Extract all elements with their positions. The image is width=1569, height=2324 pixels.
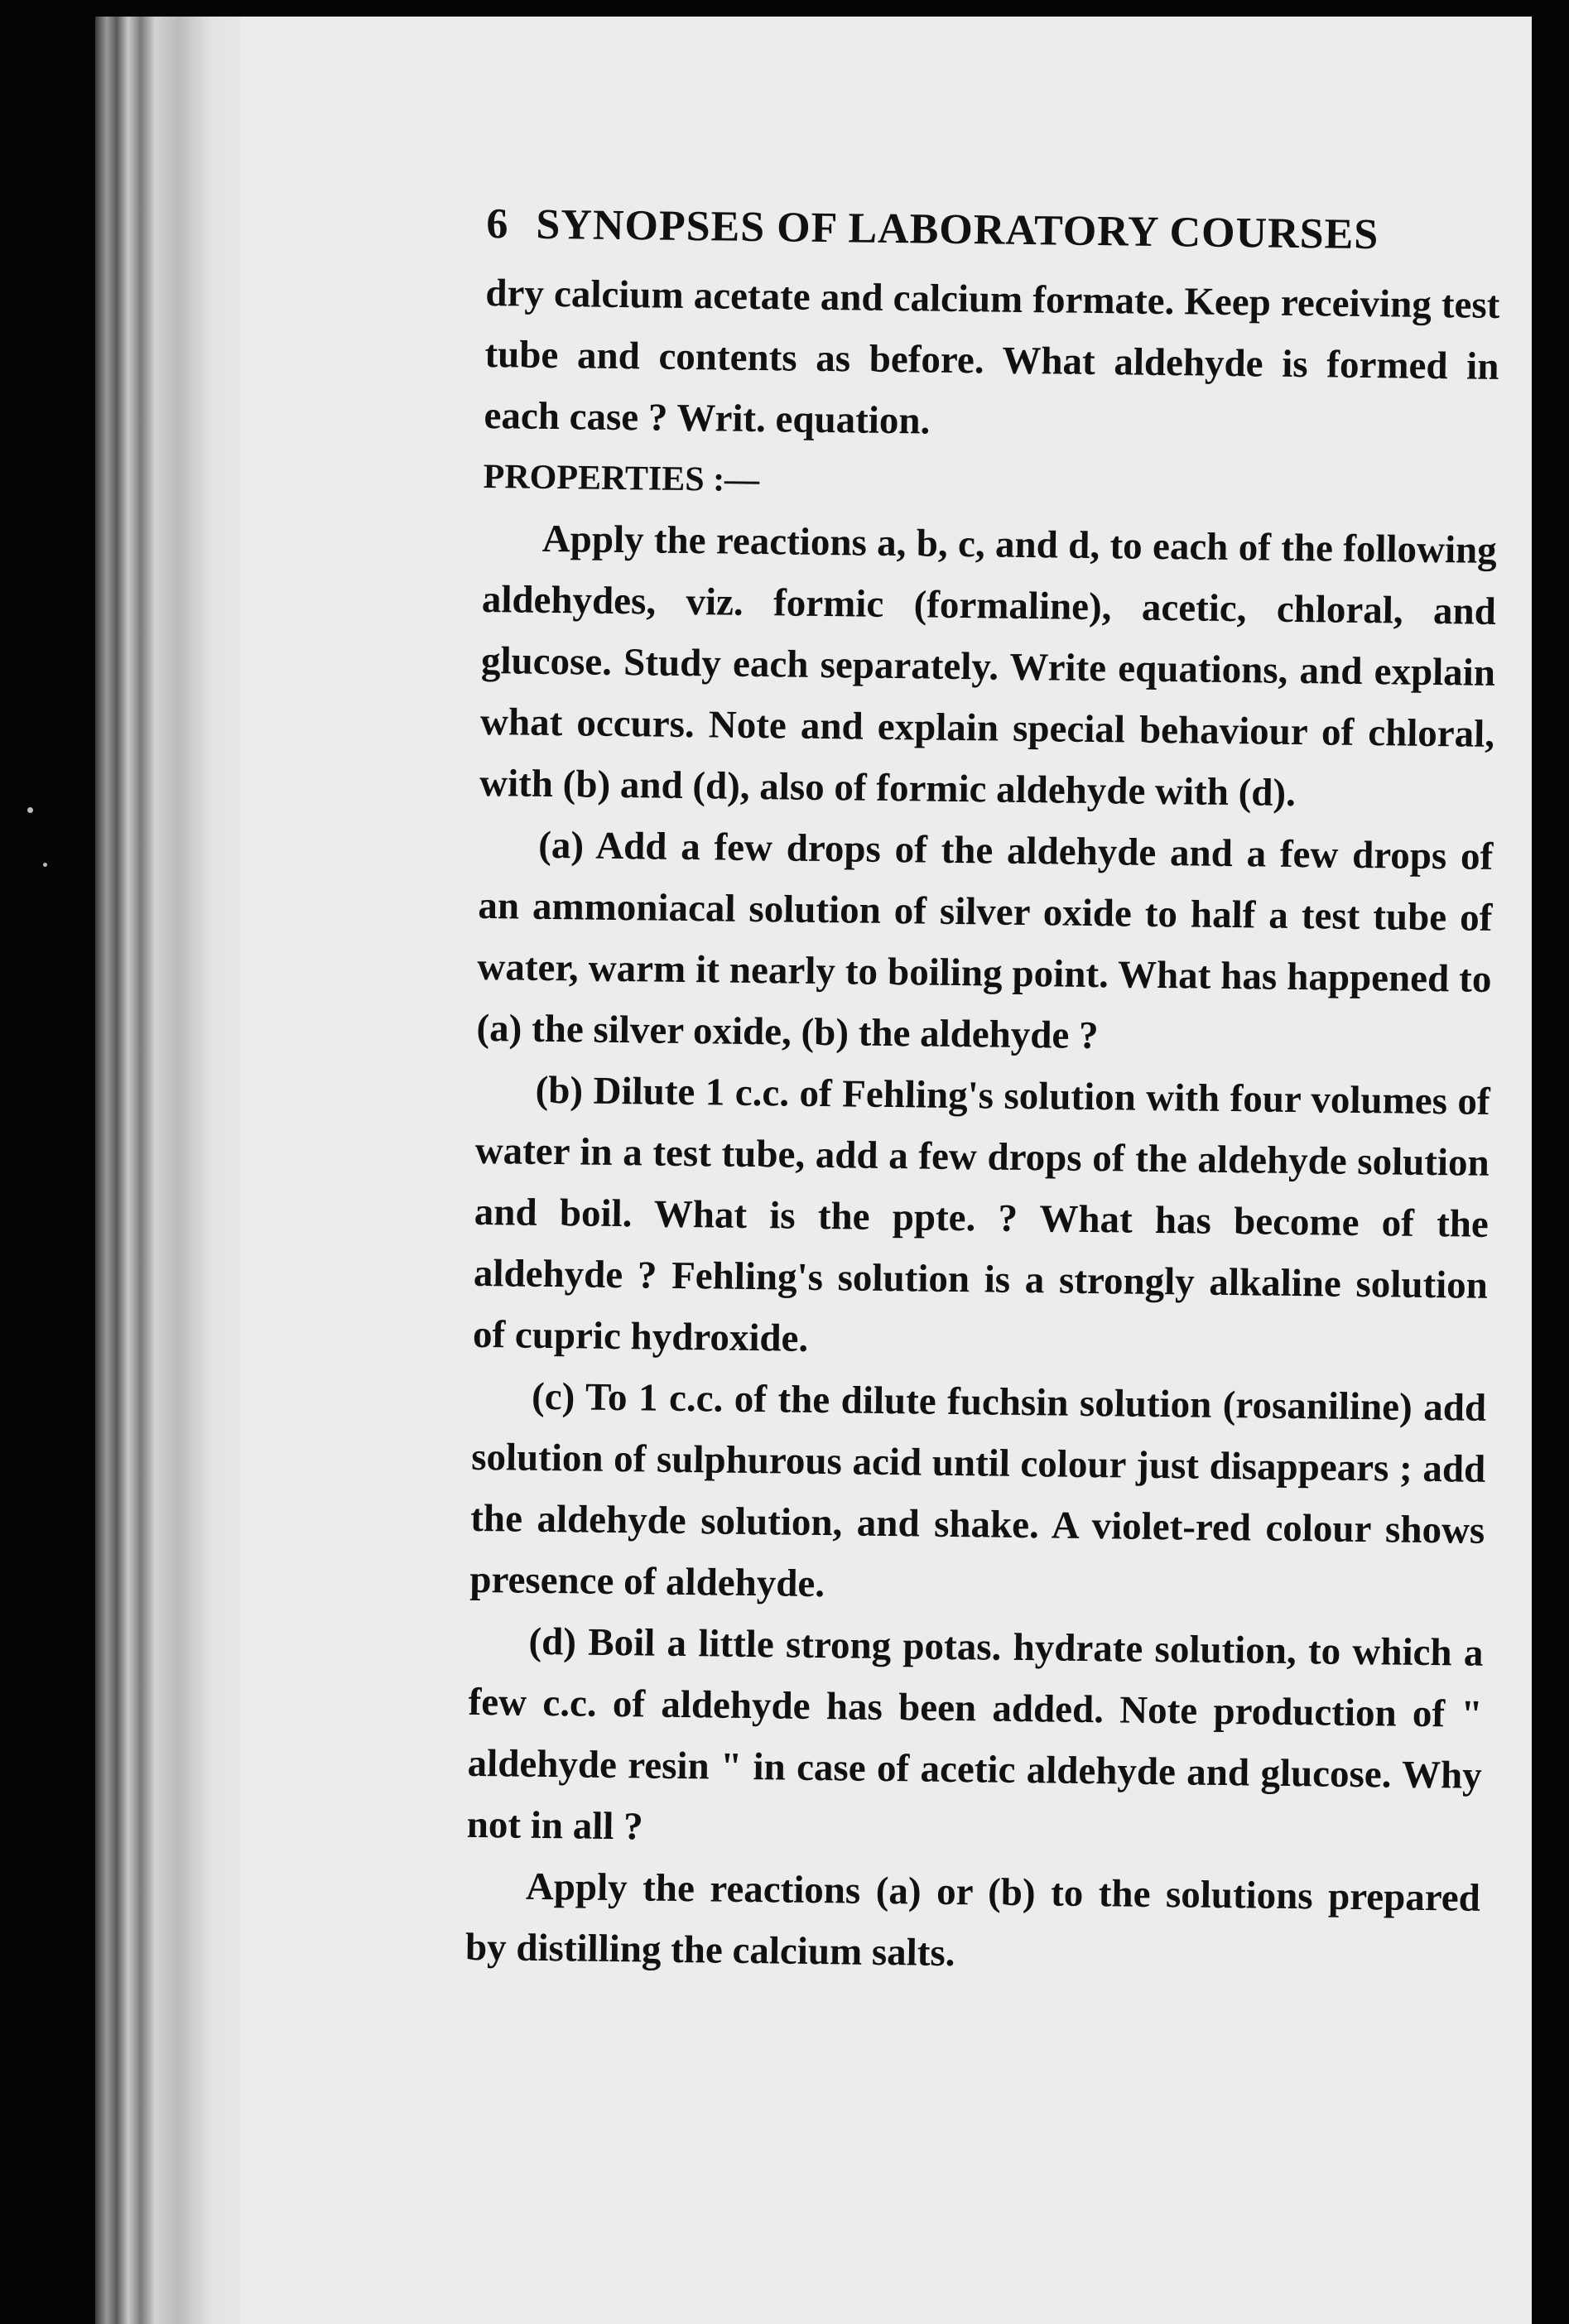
running-title: SYNOPSES OF LABORATORY COURSES <box>536 200 1379 259</box>
running-head <box>486 186 1501 275</box>
paragraph-apply-to-salts: Apply the reactions (a) or (b) to the solutions prepared by distilling the calcium salts. <box>464 1864 1481 1975</box>
scan-speck <box>27 807 33 813</box>
scan-border-top <box>0 0 1569 18</box>
paragraph-reaction-b: (b) Dilute 1 c.c. of Fehling's solution with four volumes of water in a test tube, add a few drops of the aldehyde solution and boil. What is the ppte. ? What has become of the aldehyde ? Fehling's solution is a strongly alkaline solution of cupric hydroxide. <box>472 1068 1490 1360</box>
page-number: 6 <box>486 200 509 248</box>
paragraph-continuation: dry calcium acetate and calcium formate. Keep receiving test tube and contents as before. What aldehyde is formed in each case ? Writ. equation. <box>484 271 1500 443</box>
page-content <box>465 186 1501 1990</box>
scan-speck <box>43 863 47 867</box>
paragraph-apply-reactions: Apply the reactions a, b, c, and d, to each of the following aldehydes, viz. formic (formaline), acetic, chloral, and glucose. Study each separately. Write equations, and explain what occurs. Note and explain special behaviour of chloral, with (b) and (d), also of formic aldehyde with (d). <box>479 517 1498 815</box>
scan-border-right <box>1532 0 1569 2324</box>
scan-border-left <box>0 0 95 2324</box>
section-heading-properties: PROPERTIES :— <box>483 457 760 500</box>
paragraph-reaction-d: (d) Boil a little strong potas. hydrate solution, to which a few c.c. of aldehyde has been added. Note production of " aldehyde resin " in case of acetic aldehyde and glucose. Why not in all ? <box>466 1619 1484 1849</box>
book-gutter <box>95 17 244 2324</box>
paragraph-reaction-c: (c) To 1 c.c. of the dilute fuchsin solution (rosaniline) add solution of sulphurous acid until colour just disappears ; add the aldehyde solution, and shake. A violet-red colour shows presence of aldehyde. <box>469 1374 1487 1606</box>
paragraph-reaction-a: (a) Add a few drops of the aldehyde and a few drops of an ammoniacal solution of silver oxide to half a test tube of water, warm it nearly to boiling point. What has happened to (a) the silver oxide, (b) the aldehyde ? <box>476 823 1494 1058</box>
